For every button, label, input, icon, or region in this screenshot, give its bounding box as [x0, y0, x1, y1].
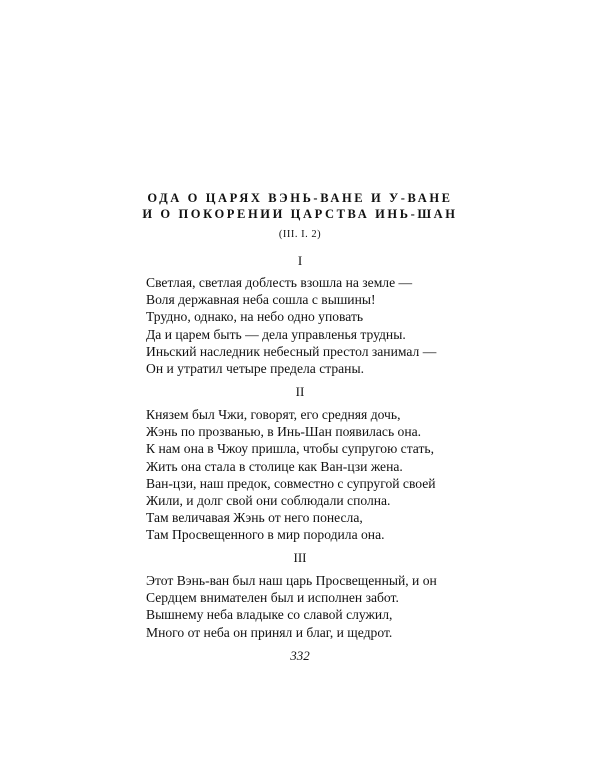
verse-line: Да и царем быть — дела управленья трудны.: [146, 326, 406, 342]
stanza-numeral-3: III: [293, 550, 307, 565]
verse-line: Он и утратил четыре предела страны.: [146, 361, 364, 377]
stanza-numeral-1: I: [297, 253, 303, 268]
verse-line: Много от неба он принял и благ, и щедрот.: [146, 624, 393, 640]
verse-line: Светлая, светлая доблесть взошла на земле —: [146, 275, 413, 290]
verse-line: Жэнь по прозванью, в Инь-Шан появилась она.: [146, 424, 422, 440]
verse-line: Иньский наследник небесный престол занимал —: [146, 343, 437, 359]
stanza-1: [146, 274, 476, 377]
poem-title-line-2: И О ПОКОРЕНИИ ЦАРСТВА ИНЬ-ШАН: [142, 207, 458, 221]
verse-line: Воля державная неба сошла с вышины!: [146, 292, 376, 308]
verse-line: Вышнему неба владыке со славой служил,: [146, 607, 393, 623]
verse-line: Там Просвещенного в мир породила она.: [146, 527, 385, 543]
verse-line: Ван-цзи, наш предок, совместно с супругой своей: [146, 475, 436, 491]
verse-line: К нам она в Чжоу пришла, чтобы супругою стать,: [146, 441, 435, 457]
stanza-3: [146, 572, 476, 641]
verse-line: Этот Вэнь-ван был наш царь Просвещенный, и он: [146, 573, 437, 588]
stanza-numeral-2: II: [295, 384, 305, 399]
verse-line: Трудно, однако, на небо одно уповать: [146, 309, 364, 325]
verse-line: Жить она стала в столице как Ван-цзи жена.: [146, 458, 403, 474]
stanza-2: [146, 406, 476, 544]
verse-line: Князем был Чжи, говорят, его средняя дочь,: [146, 407, 401, 422]
poem-source-reference: (III. I. 2): [278, 229, 322, 240]
poem-title-line-1: ОДА О ЦАРЯХ ВЭНЬ-ВАНЕ И У-ВАНЕ: [147, 191, 453, 205]
page-number: 332: [290, 648, 310, 663]
verse-line: Жили, и долг свой они соблюдали сполна.: [146, 493, 391, 509]
verse-line: Там величавая Жэнь от него понесла,: [146, 510, 363, 526]
verse-line: Сердцем внимателен был и исполнен забот.: [146, 590, 399, 606]
